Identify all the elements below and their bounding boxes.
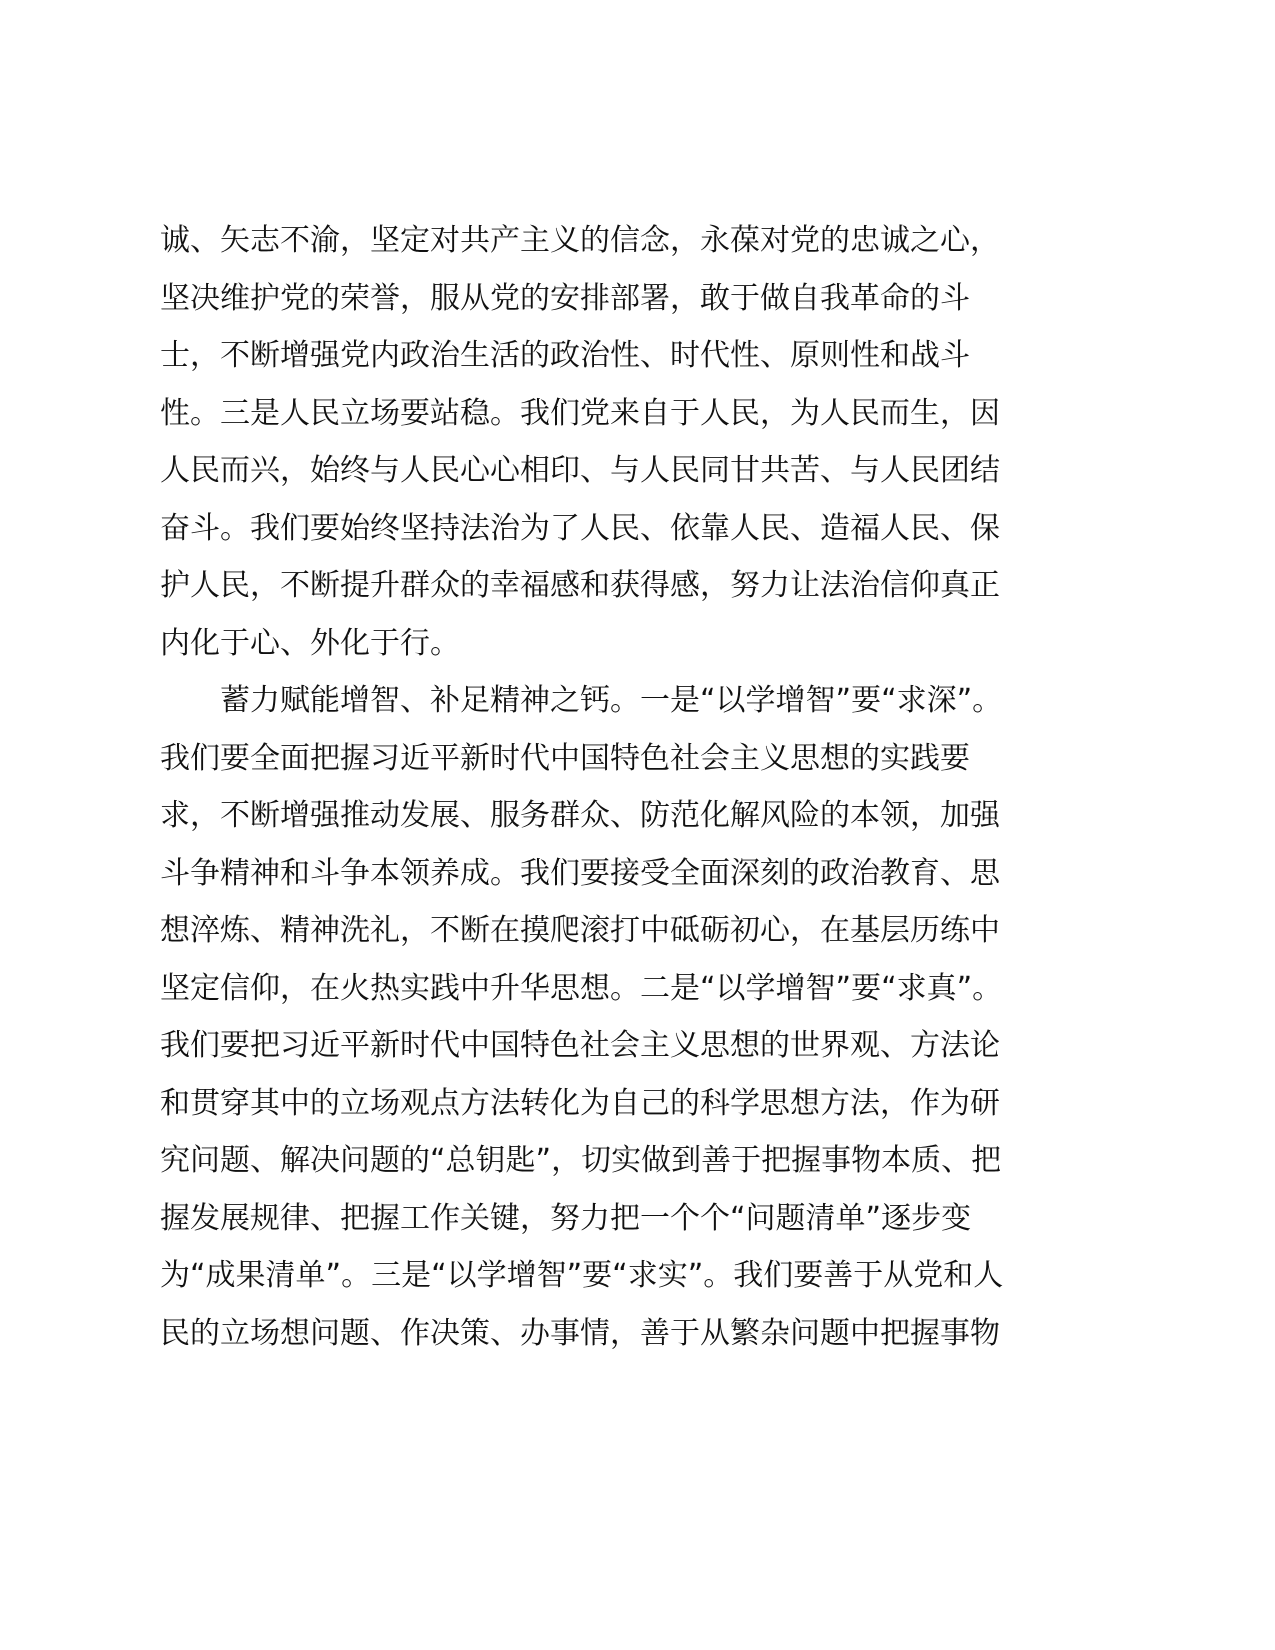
text-line: 诚、矢志不渝，坚定对共产主义的信念，永葆对党的忠诚之心， <box>160 223 1000 258</box>
text-line: 坚定信仰，在火热实践中升华思想。二是“以学增智”要“求真”。 <box>160 970 1003 1006</box>
text-line: 和贯穿其中的立场观点方法转化为自己的科学思想方法，作为研 <box>160 1085 1000 1121</box>
text-line: 人民而兴，始终与人民心心相印、与人民同甘共苦、与人民团结 <box>160 453 1000 488</box>
text-line: 坚决维护党的荣誉，服从党的安排部署，敢于做自我革命的斗 <box>160 280 970 316</box>
body-text <box>160 212 1060 1362</box>
text-line: 内化于心、外化于行。 <box>160 625 460 661</box>
text-line: 想淬炼、精神洗礼，不断在摸爬滚打中砥砺初心，在基层历练中 <box>160 913 1000 948</box>
text-line: 奋斗。我们要始终坚持法治为了人民、依靠人民、造福人民、保 <box>160 510 1000 546</box>
text-line: 民的立场想问题、作决策、办事情，善于从繁杂问题中把握事物 <box>160 1315 1000 1351</box>
text-line: 究问题、解决问题的“总钥匙”，切实做到善于把握事物本质、把 <box>160 1143 1002 1178</box>
text-line: 斗争精神和斗争本领养成。我们要接受全面深刻的政治教育、思 <box>160 855 1000 891</box>
text-line: 我们要全面把握习近平新时代中国特色社会主义思想的实践要 <box>160 740 970 776</box>
text-line: 护人民，不断提升群众的幸福感和获得感，努力让法治信仰真正 <box>160 568 1000 603</box>
text-line: 求，不断增强推动发展、服务群众、防范化解风险的本领，加强 <box>160 798 1000 833</box>
text-line: 我们要把习近平新时代中国特色社会主义思想的世界观、方法论 <box>160 1028 1000 1063</box>
text-line: 握发展规律、把握工作关键，努力把一个个“问题清单”逐步变 <box>160 1200 972 1236</box>
paragraph-first-line: 蓄力赋能增智、补足精神之钙。一是“以学增智”要“求深”。 <box>220 683 1003 718</box>
text-line: 为“成果清单”。三是“以学增智”要“求实”。我们要善于从党和人 <box>160 1258 1004 1293</box>
text-line: 士，不断增强党内政治生活的政治性、时代性、原则性和战斗 <box>160 338 970 373</box>
text-line: 性。三是人民立场要站稳。我们党来自于人民，为人民而生，因 <box>160 395 1000 431</box>
